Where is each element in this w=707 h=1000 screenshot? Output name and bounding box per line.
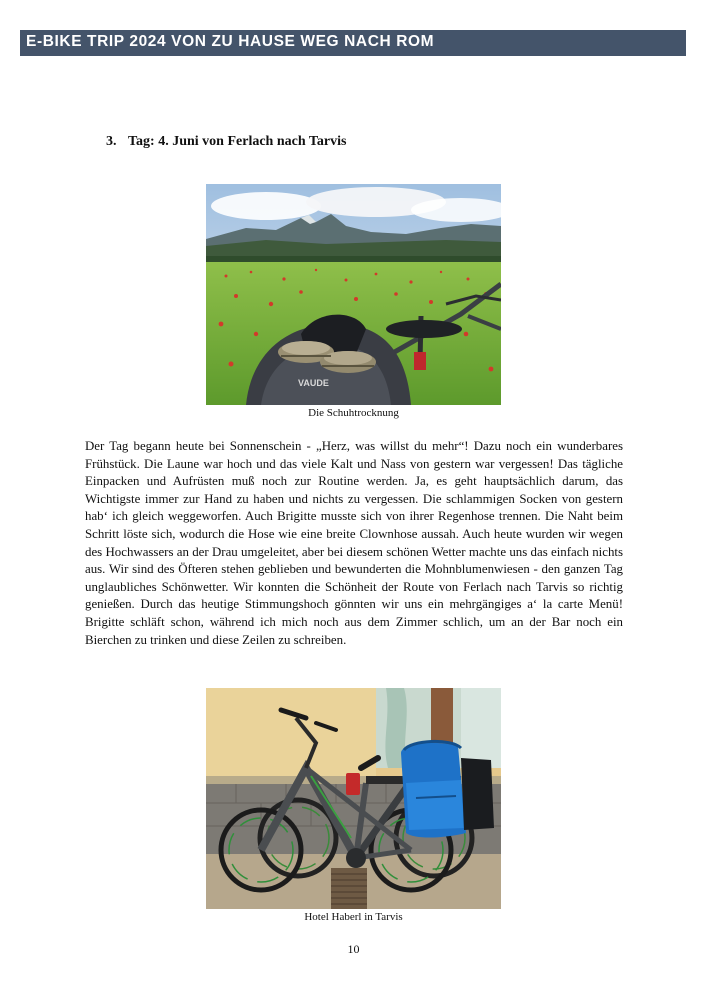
header-title: E-BIKE TRIP 2024 VON ZU HAUSE WEG NACH ROM xyxy=(26,33,435,50)
photo-shoe-drying xyxy=(206,184,501,405)
caption-photo-1: Die Schuhtrocknung xyxy=(308,407,399,419)
body-paragraph: Der Tag begann heute bei Sonnenschein - „Herz, was willst du mehr“! Dazu noch ein wunderbares Frühstück. Die Laune war hoch und das viele Kalt und Nass von gestern war vergessen! Das tägliche Einpacken und Aufrüsten muß noch zur Routine werden. Ja, es geht hauptsächlich darum, das Wichtigste immer zur Hand zu haben und nichts zu vergessen. Die schlammigen Socken von gestern hab‘ ich gleich weggeworfen. Auch Brigitte musste sich von ihrer Regenhose trennen. Die Naht beim Schritt löste sich, wodurch die Hose wie eine breite Clownhose aussah. Auch heute wurden wir wegen des Hochwassers an der Drau umgeleitet, aber bei diesem schönen Wetter machte uns das einfach nichts aus. Wir sind des Öfteren stehen geblieben und bewunderten die Mohnblumenwiesen - den ganzen Tag unglaubliches Schönwetter. Wir konnten die Schönheit der Route von Ferlach nach Tarvis so richtig genießen. Durch das heutige Stimmungshoch gönnten wir uns ein mehrgängiges a‘ la carte Menü! Brigitte schläft schon, während ich mich noch aus dem Zimmer schlich, um an der Bar noch ein Bierchen zu trinken und diese Zeilen zu schreiben. xyxy=(85,439,623,647)
backpack-brand-logo: VAUDE xyxy=(298,378,329,388)
section-number: 3. xyxy=(106,134,117,149)
photo-hotel-bikes xyxy=(206,688,501,909)
page-number: 10 xyxy=(347,942,360,956)
caption-photo-2: Hotel Haberl in Tarvis xyxy=(304,911,403,923)
document-header xyxy=(20,30,686,56)
section-title: Tag: 4. Juni von Ferlach nach Tarvis xyxy=(128,134,347,149)
section-heading xyxy=(106,134,346,150)
